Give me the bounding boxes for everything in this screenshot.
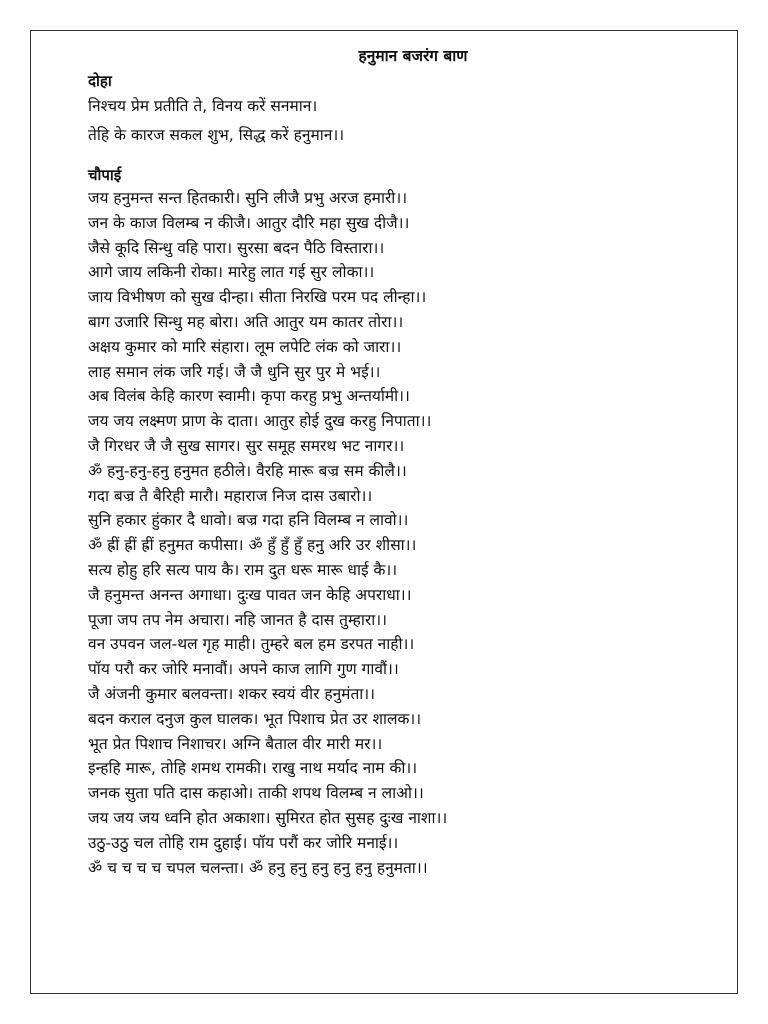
chaupai-line: लाह समान लंक जरि गई। जै जै धुनि सुर पुर मे भई।।: [88, 362, 381, 381]
chaupai-line: अक्षय कुमार को मारि संहारा। लूम लपेटि लंक को जारा।।: [88, 337, 402, 356]
chaupai-line: सत्य होहु हरि सत्य पाय कै। राम दुत धरू मारू धाई कै।।: [88, 560, 398, 579]
doha-heading: दोहा: [88, 72, 112, 90]
doha-line: निश्चय प्रेम प्रतीति ते, विनय करें सनमान।: [88, 97, 318, 115]
chaupai-line: सुनि हकार हुंकार दै धावो। बज्र गदा हनि विलम्ब न लावो।।: [88, 511, 409, 530]
chaupai-line: पॉय परौ कर जोरि मनावौं। अपने काज लागि गुण गावौं।।: [88, 660, 399, 679]
chaupai-line: जय जय लक्ष्मण प्राण के दाता। आतुर होई दुख करहु निपाता।।: [88, 412, 432, 431]
chaupai-line: उठु-उठु चल तोहि राम दुहाई। पॉय परौं कर जोरि मनाई।।: [88, 833, 399, 852]
chaupai-line: जै गिरधर जै जै सुख सागर। सुर समूह समरथ भट नागर।।: [88, 436, 405, 455]
doha-verses: [88, 92, 708, 150]
document-title: हनुमान बजरंग बाण: [358, 47, 468, 65]
chaupai-line: ॐ ह्रीं ह्रीं ह्रीं हनुमत कपीसा। ॐ हुँ हुँ हुँ हनु अरि उर शीसा।।: [88, 536, 417, 555]
chaupai-line: जैसे कूदि सिन्धु वहि पारा। सुरसा बदन पैठि विस्तारा।।: [88, 238, 385, 257]
chaupai-line: जय हनुमन्त सन्त हितकारी। सुनि लीजै प्रभु अरज हमारी।।: [88, 189, 408, 207]
chaupai-line: बाग उजारि सिन्धु मह बोरा। अति आतुर यम कातर तोरा।।: [88, 312, 404, 331]
chaupai-verses: [88, 186, 708, 880]
chaupai-line: ॐ च च च च चपल चलन्ता। ॐ हनु हनु हनु हनु हनु हनुमता।।: [88, 858, 428, 877]
chaupai-line: पूजा जप तप नेम अचारा। नहि जानत है दास तुम्हारा।।: [88, 610, 388, 629]
chaupai-line: जाय विभीषण को सुख दीन्हा। सीता निरखि परम पद लीन्हा।।: [88, 288, 427, 307]
chaupai-line: जै अंजनी कुमार बलवन्ता। शकर स्वयं वीर हनुमंता।।: [88, 684, 376, 703]
chaupai-line: वन उपवन जल-थल गृह माही। तुम्हरे बल हम डरपत नाही।।: [88, 635, 415, 654]
document-body: [88, 42, 708, 880]
chaupai-line: जय जय जय ध्वनि होत अकाशा। सुमिरत होत सुसह दुःख नाशा।।: [88, 808, 448, 827]
chaupai-line: गदा बज्र तै बैरिही मारौ। महाराज निज दास उबारो।।: [88, 486, 373, 505]
chaupai-line: भूत प्रेत पिशाच निशाचर। अग्नि बैताल वीर मारी मर।।: [88, 734, 383, 753]
chaupai-line: आगे जाय लकिनी रोका। मारेहु लात गई सुर लोका।।: [88, 263, 375, 282]
chaupai-line: बदन कराल दनुज कुल घालक। भूत पिशाच प्रेत उर शालक।।: [88, 709, 422, 728]
doha-line: तेहि के कारज सकल शुभ, सिद्ध करें हनुमान।।: [88, 126, 345, 144]
chaupai-heading: चौपाई: [88, 166, 122, 184]
chaupai-line: इन्हहि मारू, तोहि शमथ रामकी। राखु नाथ मर्याद नाम की।।: [88, 759, 418, 778]
chaupai-line: अब विलंब केहि कारण स्वामी। कृपा करहु प्रभु अन्तर्यामी।।: [88, 387, 410, 406]
chaupai-line: जनक सुता पति दास कहाओ। ताकी शपथ विलम्ब न लाओ।।: [88, 784, 424, 803]
chaupai-line: जै हनुमन्त अनन्त अगाधा। दुःख पावत जन केहि अपराधा।।: [88, 585, 412, 604]
chaupai-line: जन के काज विलम्ब न कीजै। आतुर दौरि महा सुख दीजै।।: [88, 213, 410, 232]
chaupai-line: ॐ हनु-हनु-हनु हनुमत हठीले। वैरहि मारू बज्र सम कीलै।।: [88, 461, 407, 480]
